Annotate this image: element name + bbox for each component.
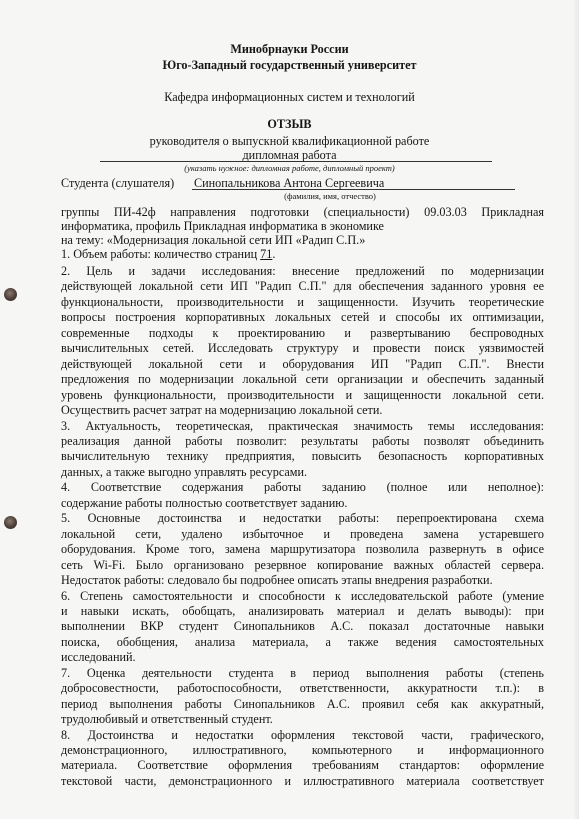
intro-line: на тему: «Модернизация локальной сети ИП «Радип С.П.» [61, 233, 366, 247]
body-line: материала. Соответствие оформления требованиям стандартов: оформление [61, 758, 544, 773]
student-name-hint: (фамилия, имя, отчество) [284, 191, 376, 201]
document-title: ОТЗЫВ [267, 117, 312, 131]
body-line: 2. Цель и задачи исследования: внесение предложений по модернизации [61, 264, 544, 278]
ministry-heading: Минобрнауки России [230, 42, 349, 56]
volume-pages: 71 [260, 247, 273, 261]
body-line: предложения по модернизации локальной сети организации и обеспечить заданный [61, 372, 544, 387]
body-line: 4. Соответствие содержания работы заданию (полное или неполное): [61, 480, 544, 495]
body-line: содержание работы полностью соответствует заданию. [61, 495, 348, 510]
body-line: 8. Достоинства и недостатки оформления текстовой части, графического, [61, 727, 544, 742]
student-label: Студента (слушателя) [61, 176, 175, 190]
body-line: текстовой части, демонстрационного и иллюстративного материала соответствует [61, 773, 544, 788]
body-line: выполнении ВКР студент Синопальников А.С. показал достаточные навыки [61, 619, 544, 634]
body-line: 7. Оценка деятельности студента в период выполнения работы (степень [61, 665, 544, 680]
body-line: Осуществить расчет затрат на модернизацию локальной сети. [61, 403, 383, 417]
body-line: исследований. [61, 650, 136, 665]
work-type-value: дипломная работа [242, 148, 337, 162]
punch-hole-top [4, 288, 17, 301]
document-subtitle: руководителя о выпускной квалификационной работе [149, 134, 430, 148]
body-line: современные подходы к проектированию и развертыванию беспроводных [61, 325, 544, 340]
body-line: 6. Степень самостоятельности и способности к исследовательской работе (умение [61, 588, 544, 603]
body-line: данных, а также выгодно управлять ресурсами. [61, 464, 308, 479]
body-line: вопросы построения корпоративных локальных сетей и способы их оптимизации, [61, 310, 544, 325]
body-line: трудолюбивый и ответственный студент. [61, 712, 273, 726]
body-line: функциональности, производительности и защищенности. Изучить теоретические [61, 294, 544, 309]
body-line: сеть Wi-Fi. Было организовано резервное копирование важных областей сервера. [61, 557, 544, 572]
student-name: Синопальникова Антона Сергеевича [194, 176, 385, 190]
body-line: действующей локальной сети и оборудования ИП "Радип С.П.". Внести [61, 356, 544, 371]
university-heading: Юго-Западный государственный университет [162, 58, 417, 72]
volume-prefix: 1. Объем работы: количество страниц [61, 247, 261, 261]
intro-line: информатика, профиль Прикладная информатика в экономике [61, 219, 384, 233]
body-line: вычислительную технику предприятия, повысить безопасность корпоративных [61, 449, 544, 464]
body-line: добросовестности, работоспособности, ответственности, аккуратности т.п.): в [61, 681, 544, 696]
body-line: уровень функциональности, производительности и защищенности локальной сети. [61, 387, 544, 402]
body-line: период выполнения работы Синопальников А.С. проявил себя как аккуратный, [61, 696, 544, 711]
body-line: оборудования. Кроме того, замена маршрутизатора позволила развернуть в офисе [61, 542, 544, 557]
work-type-hint: (указать нужное: дипломная работе, дипломный проект) [184, 163, 395, 173]
body-line: поиска, обобщения, анализа материала, а также ведения самостоятельных [61, 634, 544, 649]
department-heading: Кафедра информационных систем и технологий [164, 90, 415, 104]
body-line: и навыки искать, обобщать, анализировать материал и делать выводы): при [61, 603, 544, 618]
punch-hole-bottom [4, 516, 17, 529]
body-line: 5. Основные достоинства и недостатки работы: перепроектирована схема [61, 511, 544, 526]
body-line: реализация данной работы позволит: результаты работы позволят объединить [61, 433, 544, 448]
body-line: 3. Актуальность, теоретическая, практическая значимость темы исследования: [61, 418, 544, 433]
body-line: Недостаток работы: следовало бы подробнее описать этапы внедрения разработки. [61, 573, 493, 587]
volume-suffix: . [272, 247, 276, 261]
body-line: вычислительных сетей. Исследовать структуру и провести поиск уязвимостей [61, 341, 544, 356]
body-line: действующей локальной сети ИП "Радип С.П." для обеспечения заданного уровня ее [61, 279, 544, 294]
body-line: локальной сети, удалено избыточное и проведена замена устаревшего [61, 526, 544, 541]
volume-line [61, 247, 275, 261]
body-line: демонстрационного, иллюстративного, компьютерного и информационного [61, 743, 544, 757]
intro-line: группы ПИ-42ф направления подготовки (специальности) 09.03.03 Прикладная [61, 205, 544, 219]
